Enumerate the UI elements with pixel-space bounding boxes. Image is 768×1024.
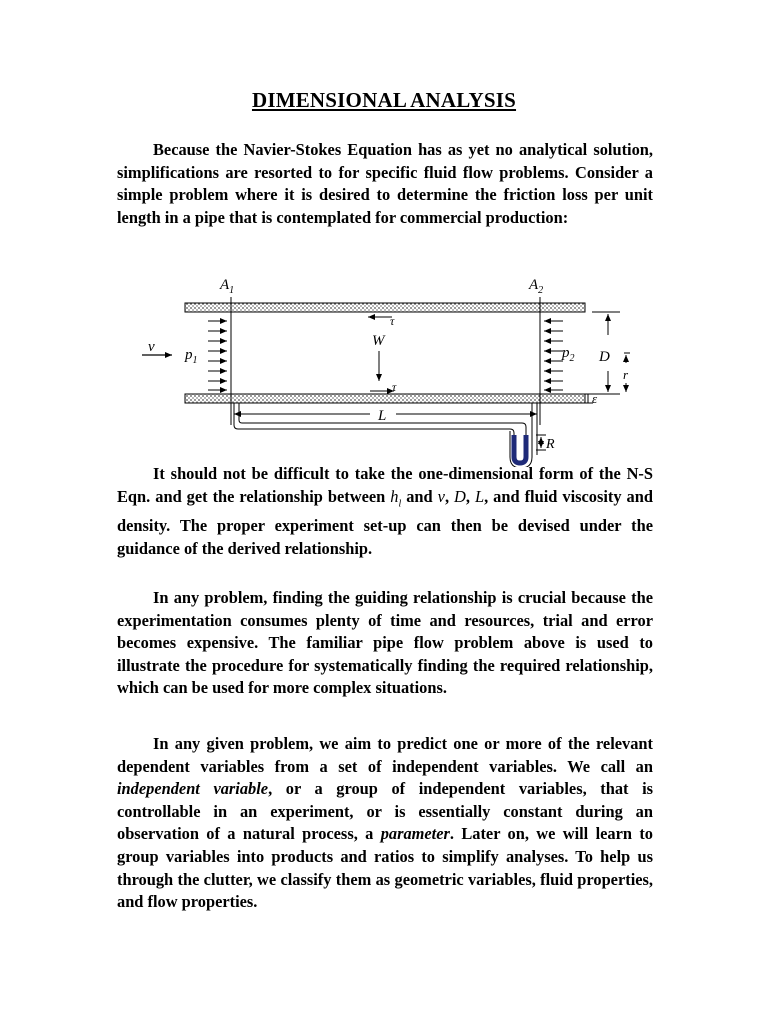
velocity-symbol: v	[437, 486, 445, 506]
manometer-fluid	[514, 435, 526, 463]
pipe-top-wall	[185, 303, 585, 312]
relationship-text-1: It should not be difficult to take the one-dimensional form of the N-S Eqn. and get the relationship between	[117, 464, 653, 506]
diameter-symbol: D	[454, 486, 466, 506]
inlet-pressure-label: $p_1$	[185, 347, 198, 366]
intro-paragraph: Because the Navier-Stokes Equation has as yet no analytical solution, simplifications are resorted to for specific fluid flow problems. Consider a simple problem where it is desired to determine the friction loss per unit length in a pipe that is contemplated for commercial production:	[117, 140, 653, 227]
radius-label: r	[623, 367, 629, 382]
shear-top-label: τ	[390, 314, 395, 328]
length-symbol: L	[474, 486, 485, 506]
independent-variable-term: independent variable	[117, 779, 269, 799]
pipe-bottom-wall	[185, 394, 585, 403]
roughness-label: ε	[592, 391, 598, 406]
section-a2-label: $A_2$	[529, 277, 544, 296]
inlet-pressure-arrows	[208, 321, 227, 390]
variables-paragraph: In any given problem, we aim to predict one or more of the relevant dependent variables from a set of independent variables. We call an independent variable, or a group of independent variables, that is controllable in an experiment, or is essentially constant during an observation of a natural process, a parameter. Later on, we will learn to group variables into products and ratios to simplify analyses. To help us through the clutter, we classify them as geometric variables, fluid properties, and flow properties.	[117, 734, 653, 912]
parameter-term: parameter	[380, 824, 450, 844]
weight-label: W	[372, 333, 385, 349]
head-loss-symbol: $h_l$	[390, 486, 402, 509]
manometer-reading-label: R	[546, 437, 555, 452]
relationship-text-2: , and fluid viscosity and density. The proper experiment set-up can then be devised under the guidance of the derived relationship.	[117, 486, 653, 559]
outlet-pressure-label: $p_2$	[562, 345, 575, 364]
guiding-relationship-paragraph: In any problem, finding the guiding relationship is crucial because the experimentation consumes plenty of time and resources, trial and error becomes expensive. The familiar pipe flow problem above is used to illustrate the procedure for systematically finding the required relationship, which can be used for more complex situations.	[117, 588, 653, 698]
section-a1-label: $A_1$	[220, 277, 235, 296]
page-title: DIMENSIONAL ANALYSIS	[251, 88, 517, 112]
diameter-label: D	[599, 349, 610, 365]
velocity-label: v	[148, 339, 155, 355]
pipe-flow-diagram	[130, 275, 630, 467]
relationship-paragraph: It should not be difficult to take the one-dimensional form of the N-S Eqn. and get the relationship between $h_l$ and v, D, L, and fluid viscosity and density. The proper experiment set-up can then be devised under the guidance of the derived relationship.	[117, 464, 653, 559]
shear-bottom-label: τ	[392, 380, 397, 394]
outlet-pressure-arrows	[544, 321, 563, 390]
length-label: L	[378, 408, 387, 424]
